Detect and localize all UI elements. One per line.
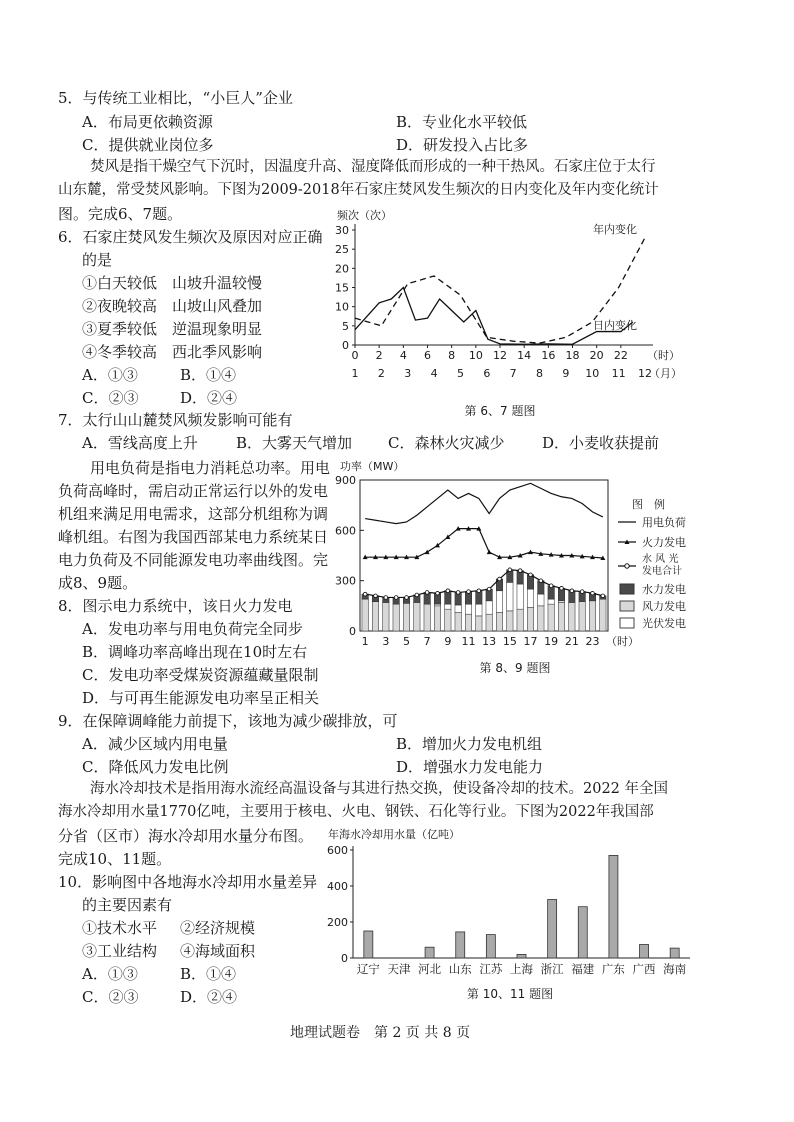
x-tick-label: 5 [403,635,410,648]
series-label-daily: 日内变化 [593,319,637,332]
chart-caption: 第 10、11 题图 [466,987,554,1001]
y-tick-label: 400 [327,880,348,893]
renewable-total-point [456,591,460,595]
y-tick-label: 600 [335,524,356,538]
legend-solar: 光伏发电 [642,617,686,630]
load-line [365,483,603,523]
x-month-tick-label: 1 [351,367,359,380]
intro67-line2: 山东麓，常受焚风影响。下图为2009-2018年石家庄焚风发生频次的日内变化及年内变化统计 [58,182,659,198]
x-month-tick-label: 4 [430,367,438,380]
legend-wind-swatch [620,601,634,611]
bar-辽宁 [364,931,373,958]
q6-item-1: ①白天较低 山坡升温较慢 [82,274,263,292]
x-hour-tick-label: 12 [493,349,507,362]
series-label-annual: 年内变化 [593,223,637,236]
y-tick-label: 900 [335,474,356,487]
intro67-line1: 焚风是指干燥空气下沉时，因温度升高、湿度降低而形成的一种干热风。石家庄位于太行 [90,159,656,175]
x-month-tick-label: 11 [611,367,626,380]
wind-bar [362,599,368,631]
x-month-tick-label: 10 [585,367,600,380]
q6-option-a: A．①③ [82,366,138,384]
legend-renewable-line2: 发电合计 [642,566,682,577]
bar-海南 [670,948,679,958]
y-tick-label: 0 [342,339,349,352]
legend-title: 图 例 [632,498,665,511]
solar-bar [496,591,502,613]
x-tick-label: 11 [461,635,476,648]
x-unit: （时） [606,635,639,648]
intro1011-line4: 完成10、11题。 [58,850,172,868]
intro1011-line1: 海水冷却技术是指用海水流经高温设备与其进行热交换，使设备冷却的技术。2022 年全国 [90,781,669,797]
solar-bar [455,605,461,613]
wind-bar [403,603,409,631]
q7-option-d: D．小麦收获提前 [542,434,660,452]
q6-item-4: ④冬季较高 西北季风影响 [82,343,263,361]
q5-stem: 5．与传统工业相比，“小巨人”企业 [58,89,293,107]
x-tick-label: 13 [482,635,497,648]
renewable-total-point [446,589,450,593]
wind-bar [600,599,606,631]
bar-江苏 [486,935,495,958]
q7-option-b: B．大雾天气增加 [236,434,353,452]
x-hour-tick-label: 2 [375,349,383,362]
x-month-tick-label: 3 [404,367,412,380]
x-month-tick-label: 5 [456,367,464,380]
x-hour-tick-label: 14 [517,349,532,362]
y-tick-label: 20 [335,262,349,276]
x-tick-label: 19 [544,635,559,648]
x-tick-label: 3 [382,635,390,648]
x-tick-label: 9 [444,635,452,648]
intro89-line4: 峰机组。右图为我国西部某电力系统某日 [58,528,329,546]
renewable-total-point [363,592,367,596]
thermal-point [487,550,492,555]
wind-bar [579,602,585,631]
x-tick-label: 广西 [632,962,656,976]
x-month-tick-label: 12 [638,367,652,380]
x-tick-label: 河北 [418,962,442,976]
wind-bar [476,616,482,631]
bar-广东 [609,855,618,958]
bar-浙江 [548,900,557,959]
q10-option-d: D．②④ [180,988,238,1006]
solar-bar [538,594,544,606]
bar-河北 [425,947,434,958]
q10-item-3: ③工业结构 [82,942,158,960]
wind-bar [414,602,420,631]
x-month-tick-label: 7 [509,367,517,380]
solar-bar [507,582,513,611]
y-tick-label: 30 [335,224,349,237]
y-axis-label: 频次（次） [337,209,392,222]
wind-bar [527,608,533,631]
q6-stem-line1: 6．石家庄焚风发生频次及原因对应正确 [58,228,323,246]
wind-bar [445,609,451,631]
solar-bar [486,601,492,614]
renewable-total-point [374,594,378,598]
chart-caption: 第 6、7 题图 [464,404,536,418]
renewable-total-point [405,596,409,600]
wind-bar [486,614,492,631]
legend-hydro: 水力发电 [642,583,686,596]
q7-option-c: C．森林火灾减少 [388,434,505,452]
y-tick-label: 600 [327,844,348,857]
q10-stem-line1: 10．影响图中各地海水冷却用水量差异 [58,873,318,891]
x-tick-label: 23 [585,635,600,648]
q10-option-c: C．②③ [82,988,139,1006]
intro89-line2: 负荷高峰时，需启动正常运行以外的发电 [58,482,329,500]
q6-item-2: ②夜晚较高 山坡山风叠加 [82,297,263,315]
intro1011-line3: 分省（区市）海水冷却用水量分布图。 [58,827,314,845]
series-line-1 [355,288,633,345]
legend-renewable-marker [625,564,629,568]
renewable-total-point [591,591,595,595]
x-tick-label: 21 [564,635,579,648]
q9-option-b: B．增加火力发电机组 [396,735,543,753]
q8-option-c: C．发电功率受煤炭资源蕴藏量限制 [82,666,319,684]
intro89-line1: 用电负荷是指电力消耗总功率。用电 [90,459,331,477]
renewable-total-point [425,591,429,595]
q7-stem: 7．太行山山麓焚风频发影响可能有 [58,411,293,429]
x-hour-tick-label: 20 [589,349,604,362]
q10-stem-line2: 的主要因素有 [82,896,173,914]
x-tick-label: 辽宁 [356,962,380,976]
q5-option-c: C．提供就业岗位多 [82,136,214,154]
renewable-total-point [436,591,440,595]
renewable-total-point [508,568,512,572]
x-tick-label: 福建 [571,962,595,976]
foehn-frequency-chart [325,205,682,420]
x-month-unit: （月） [649,367,682,380]
x-hour-tick-label: 10 [468,349,483,362]
wind-bar [383,602,389,631]
renewable-total-point [549,584,553,588]
q6-option-c: C．②③ [82,389,139,407]
x-tick-label: 浙江 [540,962,564,976]
intro67-line3: 图。完成6、7题。 [58,205,183,223]
renewable-total-point [394,596,398,600]
x-tick-label: 15 [502,635,517,648]
renewable-total-point [560,586,564,590]
wind-bar [424,604,430,631]
q5-option-b: B．专业化水平较低 [396,113,528,131]
intro89-line6: 成8、9题。 [58,574,138,592]
x-month-tick-label: 8 [536,367,544,380]
solar-bar [548,599,554,604]
renewable-total-point [384,596,388,600]
legend-solar-swatch [620,618,634,628]
x-tick-label: 广东 [601,962,625,976]
bar-山东 [456,932,465,958]
renewable-total-point [580,590,584,594]
x-tick-label: 海南 [663,962,687,976]
x-tick-label: 1 [361,635,369,648]
y-tick-label: 5 [342,319,349,333]
intro89-line5: 电力负荷及不同能源发电功率曲线图。完 [58,551,329,569]
solar-bar [517,584,523,609]
renewable-total-point [529,573,533,577]
legend-renewable-line1: 水 风 光 [642,554,679,565]
q8-option-a: A．发电功率与用电负荷完全同步 [82,620,303,638]
legend-hydro-swatch [620,584,634,594]
power-load-chart [330,458,700,678]
q9-stem: 9．在保障调峰能力前提下，该地为减少碳排放，可 [58,712,398,730]
q5-option-d: D．研发投入占比多 [396,136,529,154]
q10-item-4: ④海域面积 [180,942,256,960]
q9-option-c: C．降低风力发电比例 [82,758,229,776]
x-hour-tick-label: 0 [351,349,359,362]
q6-option-d: D．②④ [180,389,238,407]
wind-bar [538,606,544,631]
renewable-total-point [498,577,502,581]
renewable-total-point [601,594,605,598]
wind-bar [569,602,575,631]
wind-bar [517,609,523,631]
bar-广西 [640,945,649,959]
renewable-total-point [539,579,543,583]
wind-bar [393,604,399,631]
q6-option-b: B．①④ [180,366,237,384]
x-hour-tick-label: 18 [565,349,580,362]
x-tick-label: 17 [523,635,538,648]
x-month-tick-label: 2 [377,367,385,380]
x-tick-label: 江苏 [479,962,503,976]
intro1011-line2: 海水冷却用水量1770亿吨，主要用于核电、火电、钢铁、石化等行业。下图为2022年我国部 [58,804,654,820]
y-tick-label: 200 [327,916,348,929]
x-hour-tick-label: 4 [399,349,407,362]
wind-bar [434,606,440,631]
q7-option-a: A．雪线高度上升 [82,434,198,452]
q10-item-2: ②经济规模 [180,919,256,937]
renewable-total-point [518,569,522,573]
page-footer: 地理试题卷 第 2 页 共 8 页 [290,1025,471,1041]
wind-bar [455,613,461,631]
x-hour-tick-label: 8 [448,349,456,362]
q6-stem-line2: 的是 [82,251,113,269]
legend-load: 用电负荷 [642,516,686,529]
solar-bar [445,604,451,609]
x-tick-label: 山东 [448,962,472,976]
x-month-tick-label: 9 [562,367,570,380]
wind-bar [372,602,378,631]
thermal-line [365,529,603,558]
q8-option-b: B．调峰功率高峰出现在10时左右 [82,643,308,661]
x-tick-label: 上海 [510,962,533,976]
solar-bar [527,589,533,607]
legend-thermal: 火力发电 [642,536,686,549]
y-tick-label: 25 [335,243,349,257]
seawater-cooling-chart [320,826,700,1011]
x-hour-tick-label: 22 [613,349,628,362]
y-tick-label: 10 [335,300,349,314]
q8-option-d: D．与可再生能源发电功率呈正相关 [82,689,320,707]
x-tick-label: 7 [423,635,431,648]
q5-option-a: A．布局更依赖资源 [82,113,213,131]
renewable-total-point [415,593,419,597]
q9-option-a: A．减少区域内用电量 [82,735,228,753]
q9-option-d: D．增强水力发电能力 [396,758,544,776]
wind-bar [465,614,471,631]
bar-福建 [578,907,587,958]
renewable-total-line [365,570,603,598]
renewable-total-point [477,589,481,593]
x-tick-label: 天津 [387,962,411,976]
bar-上海 [517,954,526,958]
y-tick-label: 0 [349,625,356,638]
legend-wind: 风力发电 [642,600,686,613]
q10-option-a: A．①③ [82,965,138,983]
y-tick-label: 0 [341,952,348,965]
q10-option-b: B．①④ [180,965,237,983]
wind-bar [548,604,554,631]
wind-bar [589,601,595,631]
x-hour-tick-label: 16 [541,349,556,362]
x-hour-unit: （时） [647,349,680,362]
renewable-total-point [570,589,574,593]
x-hour-tick-label: 6 [424,349,431,362]
q10-item-1: ①技术水平 [82,919,158,937]
q8-stem: 8．图示电力系统中，该日火力发电 [58,597,293,615]
x-month-tick-label: 6 [483,367,491,380]
q6-item-3: ③夏季较低 逆温现象明显 [82,320,263,338]
chart-caption: 第 8、9 题图 [479,661,551,675]
wind-bar [496,613,502,631]
y-tick-label: 300 [335,574,356,588]
y-axis-label: 年海水冷却用水量（亿吨） [328,828,460,841]
wind-bar [558,602,564,631]
intro89-line3: 机组来满足用电需求，这部分机组称为调 [58,505,329,523]
renewable-total-point [487,587,491,591]
solar-bar [476,604,482,616]
y-tick-label: 15 [335,281,349,295]
solar-bar [465,604,471,614]
renewable-total-point [467,590,471,594]
wind-bar [507,611,513,631]
y-axis-label: 功率（MW） [340,460,405,473]
